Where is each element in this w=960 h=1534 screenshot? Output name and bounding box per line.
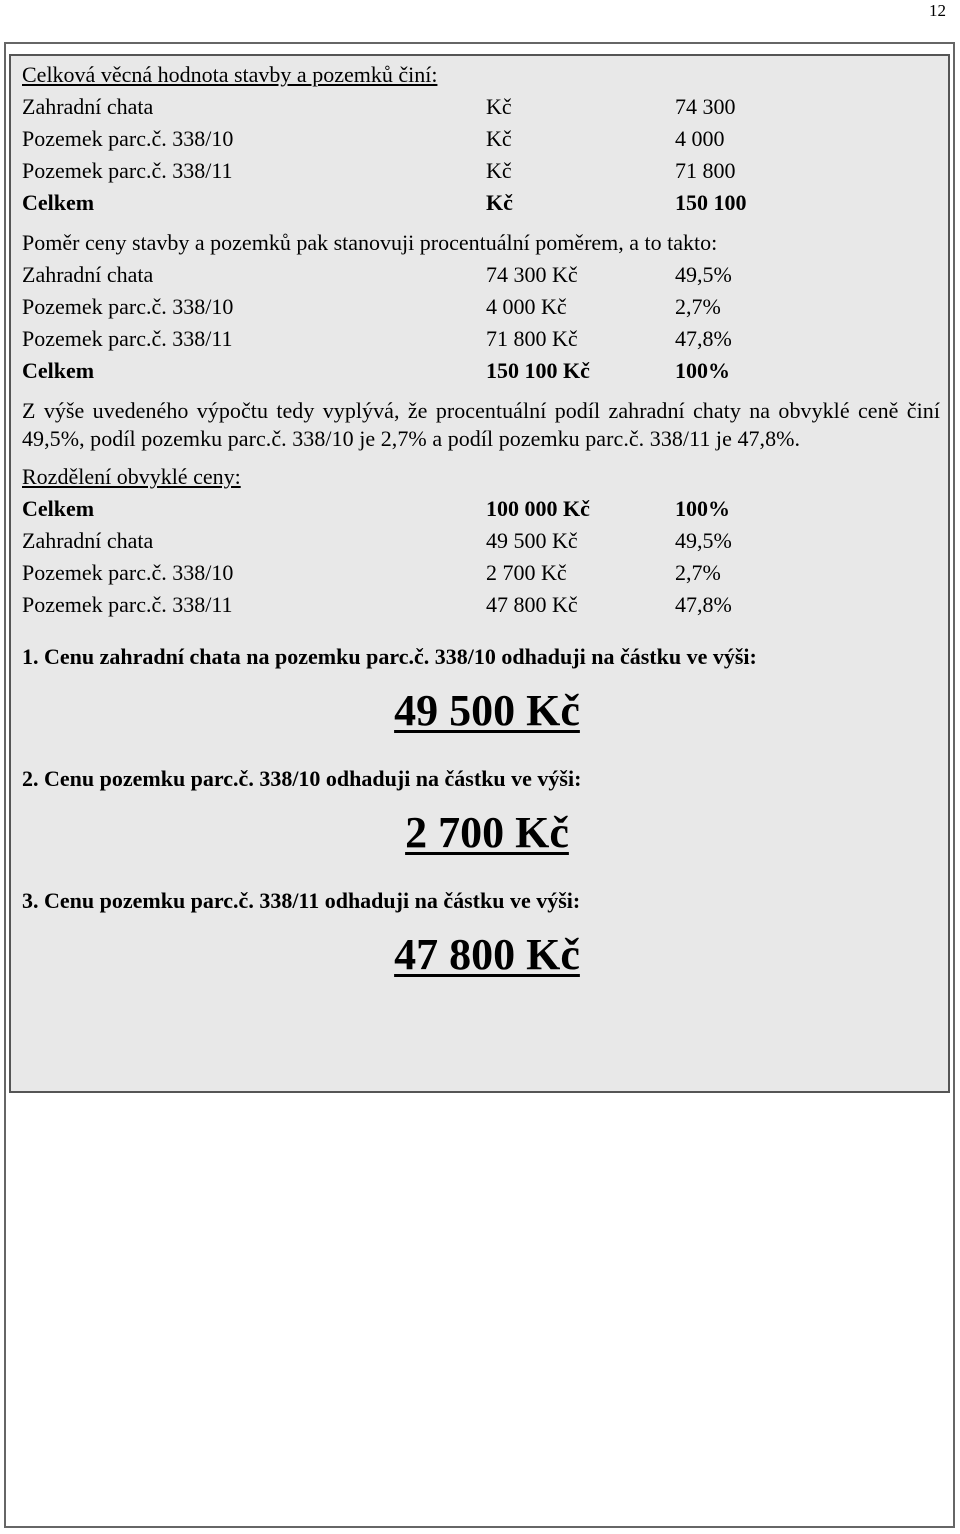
ratio-title: Poměr ceny stavby a pozemků pak stanovuji procentuální poměrem, a to takto: bbox=[22, 230, 718, 255]
total-percent: 100% bbox=[675, 358, 730, 383]
total-percent: 100% bbox=[675, 496, 730, 521]
row-label: Zahradní chata bbox=[22, 262, 154, 287]
row-label: Pozemek parc.č. 338/11 bbox=[22, 158, 233, 183]
row-label: Pozemek parc.č. 338/10 bbox=[22, 294, 234, 319]
conclusion-1-amount: 49 500 Kč bbox=[394, 686, 580, 735]
valuation-content bbox=[22, 59, 940, 985]
row-unit: Kč bbox=[486, 126, 512, 151]
row-label: Pozemek parc.č. 338/10 bbox=[22, 560, 234, 585]
total-row bbox=[22, 493, 940, 525]
row-percent: 2,7% bbox=[675, 294, 721, 319]
row-label: Zahradní chata bbox=[22, 94, 154, 119]
total-value-title: Celková věcná hodnota stavby a pozemků činí: bbox=[22, 62, 438, 87]
row-amount: 49 500 Kč bbox=[486, 528, 578, 553]
row-value: 71 800 bbox=[675, 158, 736, 183]
row-value: 74 300 bbox=[675, 94, 736, 119]
row-unit: Kč bbox=[486, 94, 512, 119]
total-amount: 100 000 Kč bbox=[486, 496, 590, 521]
row-label: Pozemek parc.č. 338/11 bbox=[22, 592, 233, 617]
conclusion-3-amount: 47 800 Kč bbox=[394, 930, 580, 979]
total-row bbox=[22, 187, 940, 219]
table-row bbox=[22, 91, 940, 123]
row-amount: 2 700 Kč bbox=[486, 560, 567, 585]
row-percent: 2,7% bbox=[675, 560, 721, 585]
row-label: Zahradní chata bbox=[22, 528, 154, 553]
row-percent: 49,5% bbox=[675, 262, 732, 287]
table-row bbox=[22, 557, 940, 589]
total-label: Celkem bbox=[22, 496, 95, 521]
distribution-title: Rozdělení obvyklé ceny: bbox=[22, 464, 241, 489]
conclusion-2-amount: 2 700 Kč bbox=[405, 808, 569, 857]
page-frame bbox=[4, 42, 955, 1528]
total-row bbox=[22, 355, 940, 387]
row-amount: 4 000 Kč bbox=[486, 294, 567, 319]
conclusion-3-text: 3. Cenu pozemku parc.č. 338/11 odhaduji na částku ve výši: bbox=[22, 888, 581, 913]
row-label: Pozemek parc.č. 338/10 bbox=[22, 126, 234, 151]
conclusion-1-text: 1. Cenu zahradní chata na pozemku parc.č. 338/10 odhaduji na částku ve výši: bbox=[22, 644, 757, 669]
table-row bbox=[22, 525, 940, 557]
table-row bbox=[22, 323, 940, 355]
row-amount: 74 300 Kč bbox=[486, 262, 578, 287]
total-label: Celkem bbox=[22, 190, 95, 215]
table-row bbox=[22, 155, 940, 187]
row-percent: 47,8% bbox=[675, 326, 732, 351]
table-row bbox=[22, 123, 940, 155]
row-value: 4 000 bbox=[675, 126, 725, 151]
row-unit: Kč bbox=[486, 158, 512, 183]
table-row bbox=[22, 291, 940, 323]
conclusion-2-text: 2. Cenu pozemku parc.č. 338/10 odhaduji na částku ve výši: bbox=[22, 766, 582, 791]
row-amount: 71 800 Kč bbox=[486, 326, 578, 351]
total-amount: 150 100 Kč bbox=[486, 358, 590, 383]
row-percent: 49,5% bbox=[675, 528, 732, 553]
page-number: 12 bbox=[929, 1, 946, 20]
table-row bbox=[22, 589, 940, 621]
table-row bbox=[22, 259, 940, 291]
total-label: Celkem bbox=[22, 358, 95, 383]
summary-paragraph: Z výše uvedeného výpočtu tedy vyplývá, že procentuální podíl zahradní chaty na obvyklé ceně činí 49,5%, podíl pozemku parc.č. 338/10 je 2,7% a podíl pozemku parc.č. 338/11 je 47,8%. bbox=[22, 398, 940, 451]
row-percent: 47,8% bbox=[675, 592, 732, 617]
row-label: Pozemek parc.č. 338/11 bbox=[22, 326, 233, 351]
total-value: 150 100 bbox=[675, 190, 747, 215]
valuation-box bbox=[9, 54, 950, 1093]
row-amount: 47 800 Kč bbox=[486, 592, 578, 617]
total-unit: Kč bbox=[486, 190, 513, 215]
